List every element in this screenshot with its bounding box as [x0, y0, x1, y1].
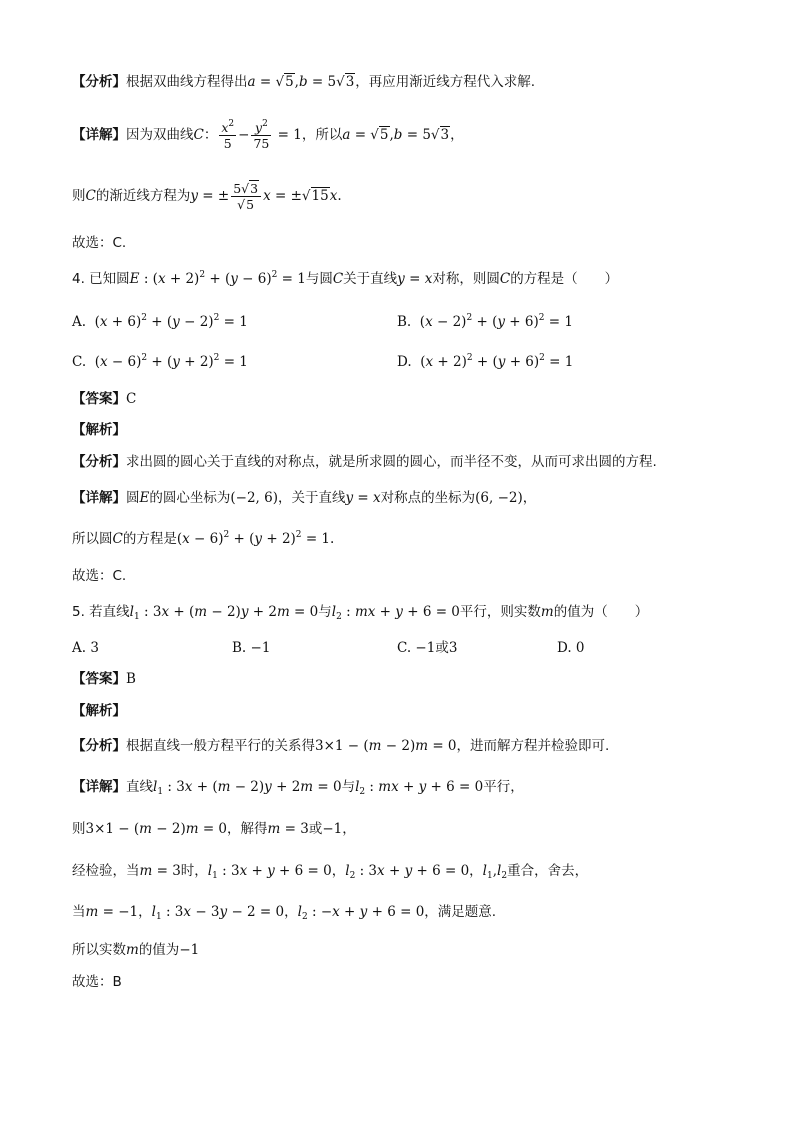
q5-stem: 5. 若直线$l_1$ : 3x + (m − 2)y + 2m = 0与$l_2$ : mx + y + 6 = 0平行，则实数m的值为（ ） [72, 604, 649, 622]
q5-detail-1: 【详解】直线$l_1$ : 3x + (m − 2)y + 2m = 0与$l_2$ : mx + y + 6 = 0平行， [72, 779, 524, 797]
prev-detail-1: 【详解】因为双曲线C： $\frac{x^2}{5}$ − $\frac{y^2}{75}$ = 1，所以a = √5,b = 5√3， [72, 119, 464, 151]
q4-option-b[interactable]: B. $(x - 2)^2 + (y + 6)^2 = 1$ [397, 313, 573, 330]
q4-analysis-text: 求出圆的圆心关于直线的对称点，就是所求圆的圆心，而半径不变，从而可求出圆的方程. [126, 454, 657, 470]
prev-analysis: 【分析】根据双曲线方程得出a = √5,b = 5√3，再应用渐近线方程代入求解. [72, 74, 536, 90]
prev-choose: 故选：C. [72, 235, 127, 251]
analysis-tag: 【分析】 [72, 74, 126, 90]
q5-detail-2: 则3×1 − (m − 2)m = 0，解得m = 3或−1， [72, 821, 356, 837]
q5-answer [72, 670, 136, 688]
jiexi-tag: 【解析】 [72, 422, 126, 438]
q4-answer-value: C [126, 391, 137, 407]
q5-detail-5: 所以实数m的值为−1 [72, 942, 200, 958]
q4-choose: 故选：C. [72, 568, 127, 584]
analysis-tag: 【分析】 [72, 738, 126, 754]
q5-jiexi [72, 702, 126, 720]
jiexi-tag: 【解析】 [72, 703, 126, 719]
q4-answer [72, 390, 136, 408]
q5-option-a[interactable]: A. 3 [72, 640, 99, 656]
q5-choose: 故选：B [72, 974, 122, 990]
detail-tag: 【详解】 [72, 779, 126, 795]
q5-option-c[interactable]: C. −1或3 [397, 640, 458, 656]
q4-detail-1: 【详解】圆E的圆心坐标为(−2, 6)，关于直线y = x对称点的坐标为(6, −2)， [72, 490, 537, 506]
q5-answer-value: B [126, 671, 136, 687]
answer-tag: 【答案】 [72, 391, 126, 407]
q4-jiexi [72, 421, 126, 439]
q5-detail-4: 当m = −1，$l_1$ : 3x − 3y − 2 = 0，$l_2$ : −x + y + 6 = 0，满足题意. [72, 904, 497, 922]
q5-analysis: 【分析】根据直线一般方程平行的关系得3×1 − (m − 2)m = 0，进而解方程并检验即可. [72, 738, 610, 754]
detail-tag: 【详解】 [72, 127, 126, 143]
prev-detail-2: 则C的渐近线方程为y = ± $\frac{5√3}{√5}$ x = ±√15x. [72, 181, 342, 212]
q5-option-d[interactable]: D. 0 [557, 640, 585, 656]
q5-option-b[interactable]: B. −1 [232, 640, 271, 656]
q4-detail-2: 所以圆C的方程是$(x - 6)^2 + (y + 2)^2 = 1$. [72, 530, 335, 547]
q5-detail-3: 经检验，当m = 3时，$l_1$ : 3x + y + 6 = 0，$l_2$ : 3x + y + 6 = 0，$l_1,l_2$重合，舍去， [72, 863, 589, 881]
detail-tag: 【详解】 [72, 490, 126, 506]
q4-stem: 4. 已知圆E : $(x + 2)^2 + (y - 6)^2 = 1$与圆C关于直线y = x对称，则圆C的方程是（ ） [72, 270, 619, 287]
analysis-tag: 【分析】 [72, 454, 126, 470]
q4-option-c[interactable]: C. $(x - 6)^2 + (y + 2)^2 = 1$ [72, 353, 248, 370]
answer-tag: 【答案】 [72, 671, 126, 687]
q4-option-d[interactable]: D. $(x + 2)^2 + (y + 6)^2 = 1$ [397, 353, 574, 370]
q4-analysis [72, 453, 657, 471]
q4-option-a[interactable]: A. $(x + 6)^2 + (y - 2)^2 = 1$ [72, 313, 248, 330]
